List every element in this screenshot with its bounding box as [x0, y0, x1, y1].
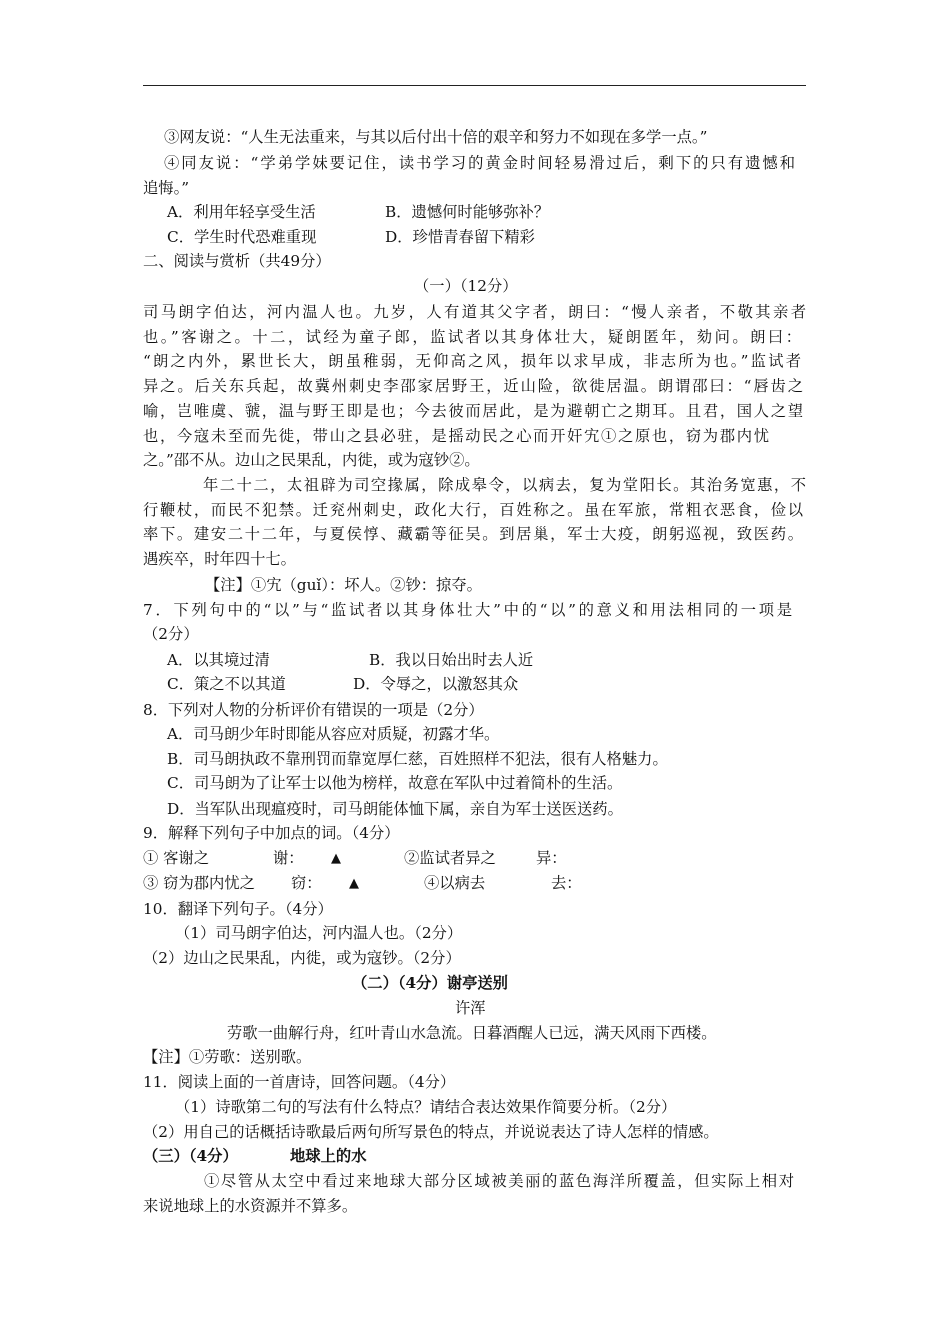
q11-sub-2: （2）用自己的话概括诗歌最后两句所写景色的特点，并说说表达了诗人怎样的情感。 [143, 1123, 719, 1141]
poem-note: 【注】①劳歌：送别歌。 [143, 1048, 312, 1066]
intro-choice-d: D．珍惜青春留下精彩 [385, 228, 535, 246]
section-title: 二、阅读与赏析（共49分） [143, 252, 331, 270]
part3-title: 地球上的水 [290, 1147, 367, 1165]
q11-stem: 11．阅读上面的一首唐诗，回答问题。（4分） [143, 1073, 456, 1091]
q9-label-2: 异： [536, 849, 567, 867]
part3-paragraph-line-2: 来说地球上的水资源并不算多。 [143, 1197, 358, 1215]
poem-title: （二）（4分）谢亭送别 [352, 974, 508, 992]
passage-line-7: 之。”邵不从。边山之民果乱，内徙，或为寇钞②。 [143, 451, 480, 469]
q10-sentence-1: （1）司马朗字伯达，河内温人也。（2分） [175, 924, 463, 942]
option-item-4-line1: ④同友说：“学弟学妹要记住，读书学习的黄金时间轻易滑过后，剩下的只有遗憾和 [164, 154, 795, 172]
q9-item-1: ① 客谢之 [143, 849, 210, 867]
poem-text: 劳歌一曲解行舟，红叶青山水急流。日暮酒醒人已远，满天风雨下西楼。 [227, 1024, 717, 1042]
q7-option-c: C．策之不以其道 [167, 675, 286, 693]
passage-line-9: 行鞭杖，而民不犯禁。迁兖州刺史，政化大行，百姓称之。虽在军旅，常粗衣恶食，俭以 [143, 501, 803, 519]
part3-label: （三）（4分） [143, 1147, 238, 1165]
passage-line-11: 遇疾卒，时年四十七。 [143, 550, 296, 568]
q8-option-b: B．司马朗执政不靠刑罚而靠宽厚仁慈，百姓照样不犯法，很有人格魅力。 [167, 750, 668, 768]
q7-option-a: A．以其境过清 [167, 651, 270, 669]
passage-line-3: “朗之内外，累世长大，朗虽稚弱，无仰高之风，损年以求早成，非志所为也。”监试者 [143, 352, 801, 370]
q7-option-b: B．我以日始出时去人近 [369, 651, 534, 669]
q7-stem: 7．下列句中的“以”与“监试者以其身体壮大”中的“以”的意义和用法相同的一项是 [143, 601, 792, 619]
answer-blank-mark: ▲ [331, 851, 341, 866]
passage-line-8: 年二十二，太祖辟为司空掾属，除成皋令，以病去，复为堂阳长。其治务宽惠，不 [203, 476, 806, 494]
q9-label-4: 去： [551, 874, 582, 892]
part1-title: （一）（12分） [414, 277, 518, 295]
q9-item-4: ④以病去 [424, 874, 486, 892]
passage-line-4: 异之。后关东兵起，故冀州刺史李邵家居野王，近山险，欲徙居温。朗谓邵曰：“唇齿之 [143, 377, 803, 395]
part3-paragraph-line-1: ①尽管从太空中看过来地球大部分区域被美丽的蓝色海洋所覆盖，但实际上相对 [204, 1172, 794, 1190]
q8-option-d: D．当军队出现瘟疫时，司马朗能体恤下属，亲自为军士送医送药。 [167, 800, 623, 818]
poem-author: 许浑 [455, 999, 486, 1017]
option-item-3: ③网友说：“人生无法重来，与其以后付出十倍的艰辛和努力不如现在多学一点。” [164, 128, 708, 146]
intro-choice-c: C．学生时代恐难重现 [167, 228, 317, 246]
q8-option-a: A．司马朗少年时即能从容应对质疑，初露才华。 [167, 725, 500, 743]
passage-note: 【注】①宄（guǐ）：坏人。②钞：掠夺。 [205, 576, 482, 594]
intro-choice-a: A．利用年轻享受生活 [167, 203, 316, 221]
passage-line-1: 司马朗字伯达，河内温人也。九岁，人有道其父字者，朗曰：“慢人亲者，不敬其亲者 [143, 303, 806, 321]
q7-option-d: D．令辱之，以激怒其众 [353, 675, 519, 693]
intro-choice-b: B．遗憾何时能够弥补？ [385, 203, 550, 221]
q11-sub-1: （1）诗歌第二句的写法有什么特点？请结合表达效果作简要分析。（2分） [175, 1098, 677, 1116]
answer-blank-mark: ▲ [349, 876, 359, 891]
q10-sentence-2: （2）边山之民果乱，内徙，或为寇钞。（2分） [143, 949, 461, 967]
passage-line-2: 也。”客谢之。十二，试经为童子郎，监试者以其身体壮大，疑朗匿年，劾问。朗曰： [143, 328, 801, 346]
q9-label-1: 谢： [273, 849, 304, 867]
header-rule [143, 85, 806, 86]
q9-stem: 9．解释下列句子中加点的词。（4分） [143, 824, 400, 842]
q7-points: （2分） [143, 625, 199, 643]
q9-label-3: 窃： [291, 874, 322, 892]
passage-line-5: 喻，岂唯虞、虢，温与野王即是也；今去彼而居此，是为避朝亡之期耳。且君，国人之望 [143, 402, 803, 420]
q8-option-c: C．司马朗为了让军士以他为榜样，故意在军队中过着简朴的生活。 [167, 774, 623, 792]
passage-line-10: 率下。建安二十二年，与夏侯惇、藏霸等征吴。到居巢，军士大疫，朗躬巡视，致医药。 [143, 525, 803, 543]
q10-stem: 10．翻译下列句子。（4分） [143, 900, 333, 918]
q9-item-2: ②监试者异之 [404, 849, 496, 867]
q9-item-3: ③ 窃为郡内忧之 [143, 874, 255, 892]
option-item-4-line2: 追悔。” [143, 179, 190, 197]
q8-stem: 8．下列对人物的分析评价有错误的一项是（2分） [143, 701, 484, 719]
passage-line-6: 也，今寇未至而先徙，带山之县必驻，是摇动民之心而开奸宄①之原也，窃为郡内忧 [143, 427, 769, 445]
